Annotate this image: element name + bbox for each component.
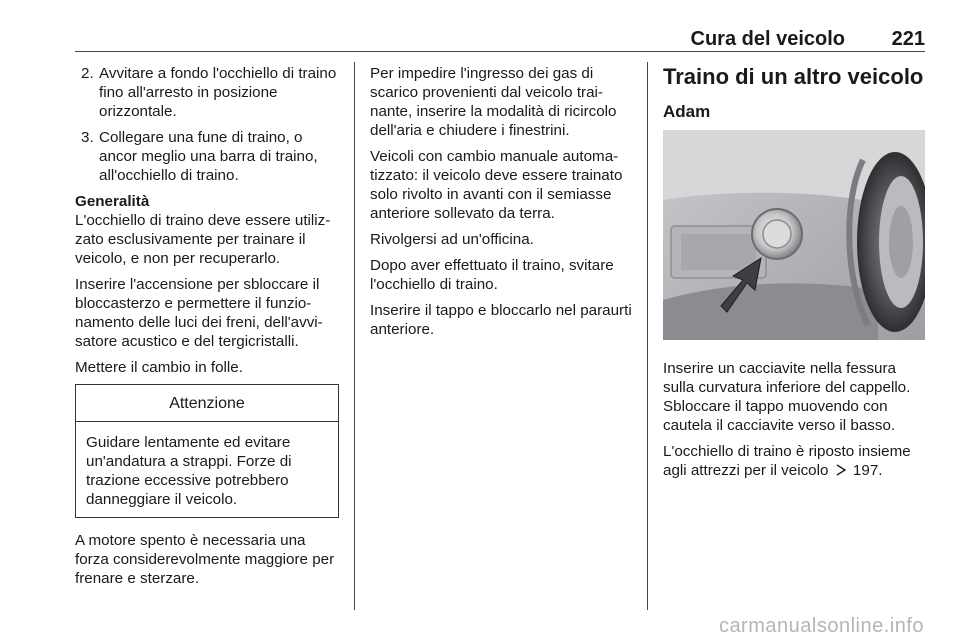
step-text: Collegare una fune di traino, o ancor meglio una barra di traino, all'occhiello di traino. [99, 129, 318, 184]
column-3 [663, 64, 928, 487]
screwdriver-paragraph: Inserire un cacciavite nella fessura sulla curvatura inferiore del cappello. Sbloccare il tappo muovendo con cautela il cacciavite verso il basso. [663, 360, 911, 434]
tool-storage-text: L'occhiello di traino è riposto insieme agli attrezzi per il veicolo [663, 443, 911, 479]
step-text: Avvitare a fondo l'occhiello di traino fino all'arresto in posizione orizzontale. [99, 65, 337, 120]
section-title: Traino di un altro veicolo [663, 64, 924, 89]
page-number: 221 [891, 28, 925, 50]
tool-storage-paragraph [663, 442, 928, 480]
cap-paragraph: Inserire il tappo e bloccarlo nel paraurti anteriore. [370, 302, 632, 338]
automated-gearbox-paragraph: Veicoli con cambio manuale automa-tizzato: il veicolo deve essere trainato solo rivolto in avanti con il semiasse anteriore sollevato da terra. [370, 148, 623, 222]
section-subtitle: Adam [663, 102, 711, 121]
neutral-paragraph: Mettere il cambio in folle. [75, 359, 243, 376]
reference-page-link[interactable]: 197. [852, 462, 883, 479]
step-number: 3. [81, 129, 94, 146]
step-number: 2. [81, 65, 94, 82]
watermark: carmanualsonline.info [718, 615, 924, 637]
ignition-paragraph: Inserire l'accensione per sbloccare il bloccasterzo e permettere il funzio-namento delle luci dei freni, dell'avvi-satore acustico e del tergicristalli. [75, 276, 323, 350]
page-reference-arrow-icon [835, 464, 847, 476]
workshop-paragraph: Rivolgersi ad un'officina. [370, 231, 534, 248]
column-2 [370, 64, 635, 346]
warning-title: Attenzione [76, 385, 338, 422]
tow-cover-photo [663, 130, 925, 340]
step-list [75, 64, 339, 185]
header-divider [75, 51, 925, 52]
warning-body: Guidare lentamente ed evitare un'andatura a strappi. Forze di trazione eccessive potrebbero danneggiare il veicolo. [86, 434, 292, 508]
general-heading: Generalità [75, 193, 150, 210]
column-divider-2 [647, 62, 648, 610]
exhaust-paragraph: Per impedire l'ingresso dei gas di scarico provenienti dal veicolo trai-nante, inserire la modalità di ricircolo dell'aria e chiudere i finestrini. [370, 65, 617, 139]
chapter-title: Cura del veicolo [690, 28, 845, 50]
unscrew-paragraph: Dopo aver effettuato il traino, svitare l'occhiello di traino. [370, 257, 614, 293]
column-1 [75, 64, 339, 595]
page-header [75, 22, 925, 52]
list-item [75, 64, 339, 121]
engine-off-paragraph: A motore spento è necessaria una forza considerevolmente maggiore per frenare e sterzare. [75, 532, 335, 587]
general-paragraph: L'occhiello di traino deve essere utiliz-zato esclusivamente per trainare il veicolo, e non per recuperarlo. [75, 212, 331, 267]
list-item [75, 128, 339, 185]
warning-box [75, 384, 339, 518]
column-divider-1 [354, 62, 355, 610]
